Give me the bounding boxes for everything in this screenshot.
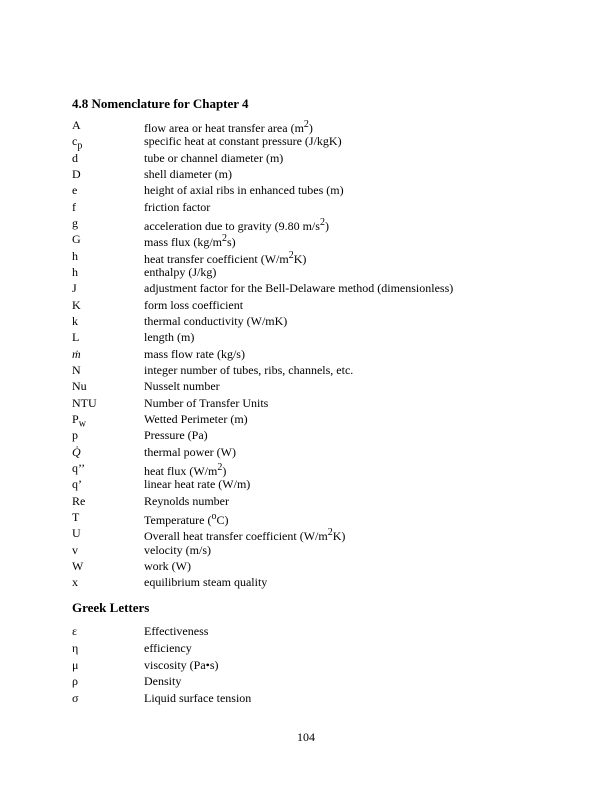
nomenclature-row — [72, 150, 552, 166]
page-number: 104 — [297, 730, 315, 744]
nomenclature-row — [72, 166, 552, 182]
nomenclature-row — [72, 411, 552, 430]
symbol: μ — [72, 657, 79, 672]
symbol: Q̇ — [72, 444, 81, 459]
symbol: g — [72, 215, 78, 230]
symbol: Re — [72, 493, 86, 508]
nomenclature-row — [72, 493, 552, 509]
symbol: ε — [72, 624, 78, 638]
symbol: Nu — [72, 379, 87, 394]
symbol: ρ — [72, 674, 78, 689]
definition: enthalpy (J/kg) — [144, 264, 217, 279]
definition: Reynolds number — [144, 493, 229, 508]
definition: Wetted Perimeter (m) — [144, 411, 248, 426]
symbol: $P_w$ — [72, 411, 86, 430]
symbol: q’’ — [72, 460, 86, 475]
symbol: h — [72, 264, 78, 279]
nomenclature-row — [72, 329, 552, 345]
nomenclature-row — [72, 280, 552, 296]
definition: mass flux $(kg/m^2s)$ — [144, 233, 236, 250]
definition: acceleration due to gravity (9.80 $m/s^2$) — [144, 216, 329, 233]
symbol: e — [72, 183, 78, 198]
nomenclature-row — [72, 313, 552, 329]
symbol: q’ — [72, 477, 82, 492]
nomenclature-row — [72, 525, 552, 544]
definition: heat flux $(W/m^2)$ — [144, 461, 227, 478]
nomenclature-row — [72, 558, 552, 574]
symbol: f — [72, 199, 76, 214]
nomenclature-row — [72, 542, 552, 558]
symbol: NTU — [72, 395, 97, 410]
symbol: v — [72, 542, 78, 557]
symbol: k — [72, 313, 78, 328]
definition: Pressure (Pa) — [144, 428, 208, 443]
nomenclature-row — [72, 182, 552, 198]
definition: Overall heat transfer coefficient $(W/m^2K)$ — [144, 527, 346, 544]
symbol: K — [72, 297, 81, 312]
definition: form loss coefficient — [144, 297, 244, 312]
definition: adjustment factor for the Bell-Delaware method (dimensionless) — [144, 281, 454, 296]
section-title: 4.8 Nomenclature for Chapter 4 — [72, 96, 249, 111]
symbol: G — [72, 232, 81, 247]
definition: Effectiveness — [144, 624, 209, 638]
symbol: $c_p$ — [72, 134, 83, 152]
symbol: W — [72, 558, 84, 573]
definition: thermal power (W) — [144, 444, 236, 459]
definition: specific heat at constant pressure (J/kgK) — [144, 134, 342, 149]
nomenclature-row — [72, 346, 552, 362]
nomenclature-row — [72, 673, 552, 689]
nomenclature-row — [72, 199, 552, 215]
definition: work (W) — [144, 558, 191, 573]
definition: heat transfer coefficient $(W/m^2K)$ — [144, 249, 307, 266]
definition: mass flow rate (kg/s) — [144, 346, 245, 361]
nomenclature-row — [72, 378, 552, 394]
definition: shell diameter (m) — [144, 166, 232, 181]
symbol: N — [72, 362, 81, 377]
nomenclature-row — [72, 657, 552, 673]
nomenclature-row — [72, 444, 552, 460]
definition: Density — [144, 674, 182, 689]
nomenclature-row — [72, 133, 552, 152]
symbol: d — [72, 150, 78, 165]
greek-letters-heading: Greek Letters — [72, 600, 150, 615]
symbol: η — [72, 640, 79, 655]
symbol: T — [72, 509, 80, 524]
definition: tube or channel diameter (m) — [144, 150, 284, 165]
definition: thermal conductivity (W/mK) — [144, 313, 288, 328]
symbol: D — [72, 166, 81, 181]
symbol: A — [72, 118, 81, 132]
symbol: J — [72, 281, 77, 296]
definition: efficiency — [144, 640, 192, 655]
definition: equilibrium steam quality — [144, 575, 268, 590]
nomenclature-row — [72, 509, 552, 525]
nomenclature-row — [72, 574, 552, 590]
nomenclature-row — [72, 215, 552, 231]
definition: length (m) — [144, 330, 195, 345]
nomenclature-row — [72, 476, 552, 492]
definition: velocity (m/s) — [144, 542, 211, 557]
nomenclature-row — [72, 460, 552, 476]
definition: Temperature ($^o$C) — [144, 510, 229, 527]
definition: Nusselt number — [144, 379, 220, 394]
nomenclature-row — [72, 248, 552, 264]
nomenclature-row — [72, 623, 552, 639]
symbol: σ — [72, 691, 79, 706]
nomenclature-row — [72, 297, 552, 313]
symbol: x — [72, 575, 78, 590]
symbol: U — [72, 526, 81, 541]
definition: flow area or heat transfer area $(m^2)$ — [144, 119, 313, 135]
nomenclature-row — [72, 427, 552, 443]
definition: viscosity (Pa•s) — [144, 657, 219, 672]
nomenclature-row — [72, 264, 552, 280]
symbol: ṁ — [72, 346, 81, 361]
symbol: h — [72, 248, 78, 263]
nomenclature-row — [72, 395, 552, 411]
definition: linear heat rate (W/m) — [144, 477, 251, 492]
nomenclature-row — [72, 640, 552, 656]
nomenclature-row — [72, 690, 552, 706]
definition: integer number of tubes, ribs, channels, etc. — [144, 362, 354, 377]
definition: height of axial ribs in enhanced tubes (m) — [144, 183, 344, 198]
symbol: p — [72, 428, 78, 443]
definition: Number of Transfer Units — [144, 395, 269, 410]
definition: Liquid surface tension — [144, 691, 252, 706]
nomenclature-row — [72, 231, 552, 250]
symbol: L — [72, 330, 80, 345]
definition: friction factor — [144, 199, 211, 214]
nomenclature-row — [72, 362, 552, 378]
nomenclature-row — [72, 117, 552, 133]
